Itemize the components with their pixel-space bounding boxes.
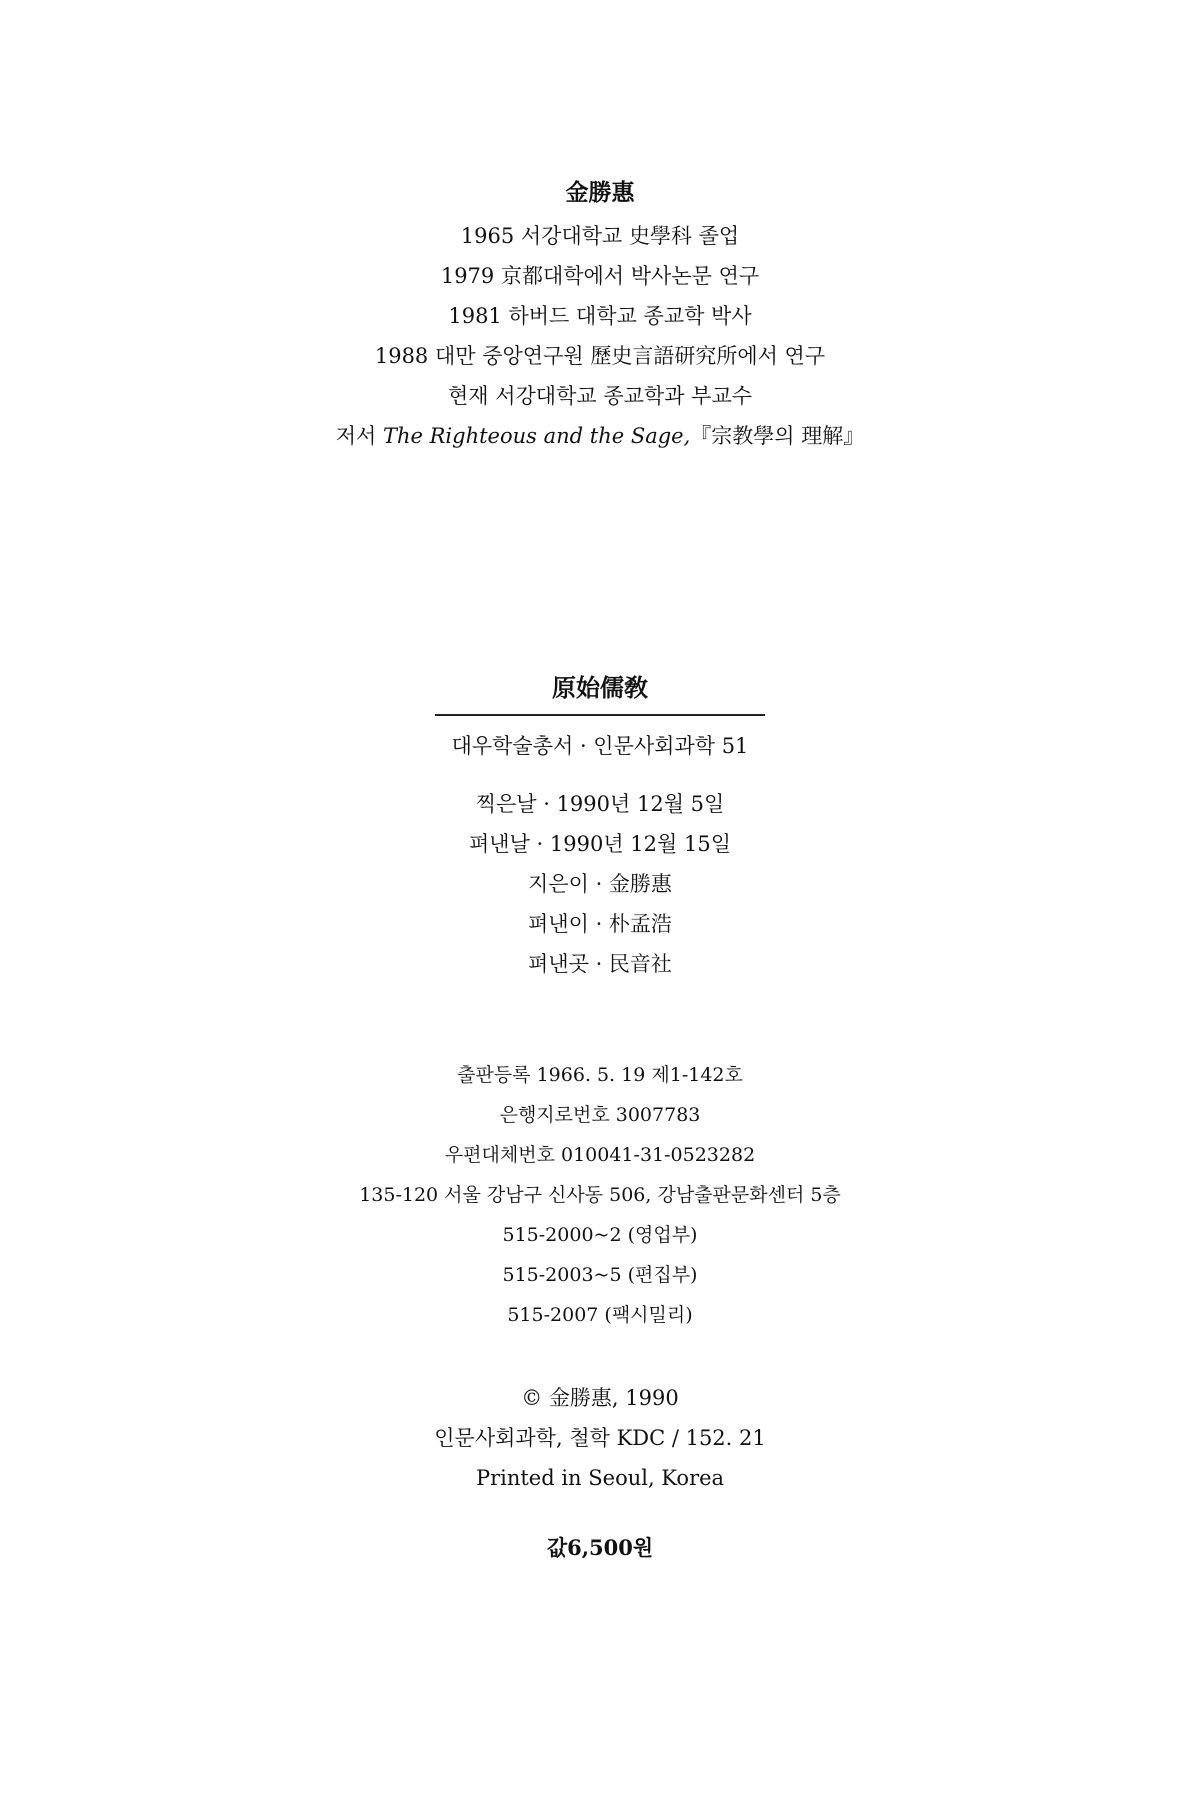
- bio-line: 1979 京都대학에서 박사논문 연구: [440, 264, 760, 288]
- print-date: 찍은날 · 1990년 12월 5일: [475, 792, 725, 816]
- bio-line: 1981 하버드 대학교 종교학 박사: [448, 304, 752, 328]
- book-title: 原始儒敎: [552, 673, 648, 702]
- phone-sales-line: 515-2000~2 (영업부): [502, 1224, 698, 1246]
- credit-press: 펴낸곳 · 民音社: [528, 952, 672, 976]
- bio-line: 1965 서강대학교 史學科 졸업: [460, 224, 740, 248]
- bio-line: 현재 서강대학교 종교학과 부교수: [447, 384, 753, 408]
- registration-line: 출판등록 1966. 5. 19 제1-142호: [457, 1064, 743, 1086]
- bank-giro-line: 은행지로번호 3007783: [499, 1104, 701, 1126]
- works-prefix: 저서: [335, 424, 377, 448]
- bio-line: 1988 대만 중앙연구원 歷史言語研究所에서 연구: [374, 344, 826, 368]
- publish-date: 펴낸날 · 1990년 12월 15일: [469, 832, 731, 856]
- address-line: 135-120 서울 강남구 신사동 506, 강남출판문화센터 5층: [359, 1184, 841, 1206]
- works-korean-title: 『宗教學의 理解』: [690, 424, 865, 448]
- price: 값6,500원: [546, 1535, 654, 1560]
- phone-editorial-line: 515-2003~5 (편집부): [502, 1264, 698, 1286]
- author-name: 金勝惠: [565, 179, 635, 206]
- copyright-block: [0, 1378, 1200, 1498]
- printed-in-line: Printed in Seoul, Korea: [475, 1466, 725, 1490]
- bio-works: [0, 416, 1200, 456]
- credit-author: 지은이 · 金勝惠: [528, 872, 672, 896]
- publisher-info: [0, 1055, 1200, 1335]
- credit-publisher: 펴낸이 · 朴孟浩: [528, 912, 672, 936]
- classification-line: 인문사회과학, 철학 KDC / 152. 21: [434, 1426, 766, 1450]
- postal-transfer-line: 우편대체번호 010041-31-0523282: [444, 1144, 756, 1166]
- title-rule: [435, 714, 765, 716]
- price-block: [0, 1528, 1200, 1568]
- fax-line: 515-2007 (팩시밀리): [507, 1304, 693, 1326]
- works-english-title: The Righteous and the Sage,: [382, 424, 691, 448]
- colophon: [0, 668, 1200, 984]
- series-name: 대우학술총서 · 인문사회과학 51: [451, 734, 749, 758]
- copyright-line: © 金勝惠, 1990: [521, 1386, 679, 1410]
- spacer: [0, 766, 1200, 784]
- author-bio: [0, 170, 1200, 456]
